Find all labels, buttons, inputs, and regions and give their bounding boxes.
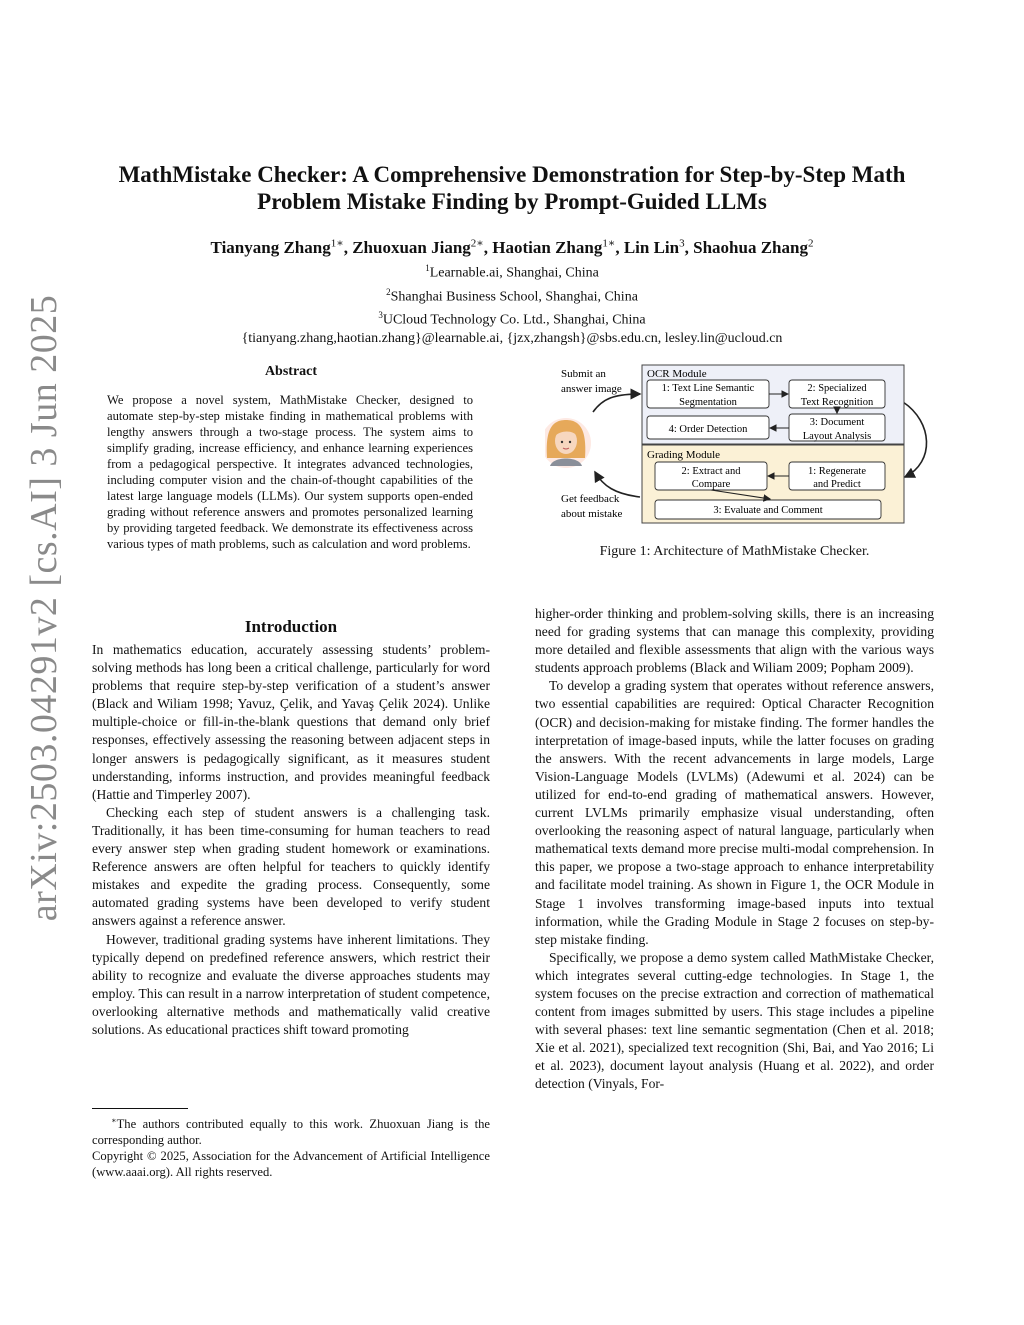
paragraph: Checking each step of student answers is a challenging task. Traditionally, it has been time-consuming for human teachers to read every answer step when grading student homework or examinations. Reference answers are often helpful for teachers to quickly identify mistakes and expedite the grading process. Consequently, some automated grading systems have been developed to verify student answers against a reference answer. — [92, 804, 490, 929]
author: Shaohua Zhang$^2$ — [693, 237, 814, 257]
author: Haotian Zhang$^{1∗}$, — [492, 237, 624, 257]
submit-label: answer image — [561, 383, 622, 395]
affiliations — [92, 259, 932, 348]
grading-step-2: Compare — [691, 479, 731, 490]
title-line-2: Problem Mistake Finding by Prompt-Guided LLMs — [257, 189, 767, 214]
architecture-figure — [545, 362, 940, 528]
left-column — [92, 641, 490, 1039]
grading-step-1: and Predict — [813, 479, 861, 490]
paragraph: higher-order thinking and problem-solving skills, there is an increasing need for grading systems that can manage this complexity, providing more detailed and flexible assessments that align with the various ways students approach problems (Black and Wiliam 2009; Popham 2009). — [535, 606, 934, 676]
submit-label: Submit an — [561, 368, 606, 380]
abstract-heading: Abstract — [264, 364, 318, 379]
affiliation: $^1$Learnable.ai, Shanghai, China — [425, 263, 599, 281]
ocr-step-2: Text Recognition — [800, 397, 874, 408]
arxiv-stamp-text: arXiv:2503.04291v2 [cs.AI] 3 Jun 2025 — [23, 294, 65, 922]
author-list — [92, 232, 932, 259]
paragraph: In mathematics education, accurately assessing students’ problem-solving methods has long been a critical challenge, particularly for word problems that require step-by-step verification of a student’s answer (Black and Wiliam 1998; Yavuz, Çelik, and Yavaş Çelik 2024). Unlike multiple-choice or fill-in-the-blank questions that demand only brief responses, effectively assessing the reasoning between adjacent steps in longer answers is pedagogically significant, as it measures student understanding, informs instruction, and provides meaningful feedback (Hattie and Timperley 2007). — [92, 642, 490, 802]
ocr-module-label: OCR Module — [647, 368, 707, 380]
ocr-step-3: Layout Analysis — [802, 431, 872, 442]
paper-title — [92, 161, 932, 215]
footnotes — [92, 1113, 490, 1180]
affiliation: $^2$Shanghai Business School, Shanghai, China — [386, 286, 638, 305]
ocr-step-1: 1: Text Line Semantic — [661, 383, 755, 394]
footnote-rule — [92, 1108, 188, 1109]
ocr-step-1: Segmentation — [679, 397, 737, 408]
copyright-notice: Copyright © 2025, Association for the Advancement of Artificial Intelligence (www.aaai.org). All rights reserved. — [92, 1149, 490, 1180]
feedback-label: about mistake — [561, 508, 623, 520]
paragraph: Specifically, we propose a demo system called MathMistake Checker, which integrates several cutting-edge technologies. In Stage 1, the system focuses on the precise extraction and correction of mathematical content from images submitted by users. This stage includes a pipeline with several phases: text line semantic segmentation (Chen et al. 2018; Xie et al. 2021), specialized text recognition (Shi, Bai, and Yao 2016; Li et al. 2023), document layout analysis (Huang et al. 2022), and order detection (Vinyals, For- — [535, 949, 934, 1092]
paragraph: However, traditional grading systems have inherent limitations. They typically depend on predefined reference answers, which restrict their ability to recognize and evaluate the diverse approaches students may employ. This can result in a narrow interpretation of student competence, overlooking alternative methods and mathematically valid creative solutions. As educational practices shift toward promoting — [92, 931, 490, 1037]
ocr-step-4: 4: Order Detection — [668, 424, 748, 435]
grading-step-1: 1: Regenerate — [807, 466, 867, 477]
affiliation: $^3$UCloud Technology Co. Ltd., Shanghai, China — [378, 310, 646, 328]
footnote: ∗The authors contributed equally to this work. Zhuoxuan Jiang is the corresponding author. — [92, 1116, 491, 1148]
author: Tianyang Zhang$^{1∗}$, — [210, 237, 353, 257]
stage-transition-arrow — [903, 402, 927, 477]
student-avatar — [545, 418, 591, 468]
grading-step-2: 2: Extract and — [681, 466, 741, 477]
abstract-text: We propose a novel system, MathMistake Checker, designed to automate step-by-step mistake finding in mathematical problems with lengthy answers through a two-stage process. The system aims to simplify grading, increase efficiency, and enhance learning experiences from a pedagogical perspective. It integrates advanced technologies, including computer vision and the chain-of-thought capabilities of the latest large language models (LLMs). Our system supports open-ended grading without reference answers and promotes personalized learning by providing targeted feedback. We demonstrate its effectiveness across various types of math problems, such as calculation and word problems. — [107, 393, 473, 551]
architecture-diagram — [545, 362, 940, 528]
submit-arrow — [593, 394, 640, 412]
author: Zhuoxuan Jiang$^{2∗}$, — [352, 237, 493, 257]
right-column — [535, 605, 934, 1094]
introduction-heading: Introduction — [244, 617, 338, 636]
title-line-1: MathMistake Checker: A Comprehensive Demonstration for Step-by-Step Math — [118, 162, 906, 187]
grading-module-label: Grading Module — [647, 449, 721, 461]
author: Lin Lin$^3$, — [623, 237, 694, 257]
feedback-label: Get feedback — [561, 493, 620, 505]
paragraph: To develop a grading system that operates without reference answers, two essential capabilities are required: Optical Character Recognition (OCR) and decision-making for mistake finding. The former handles the interpretation of image-based inputs, while the latter focuses on grading the answers. With the recent advancements in large models, Large Vision-Language Models (LVLMs) (Adewumi et al. 2024) can be utilized for end-to-end grading of mathematical answers. However, current LVLMs primarily emphasize visual understanding, often overlooking the reasoning aspect of natural language, particularly when mathematical texts demand more precise multi-modal comprehension. In this paper, we propose a two-stage approach to enhance interpretability and facilitate model training. As shown in Figure 1, the OCR Module in Stage 1 involves transforming image-based inputs into textual information, while the Grading Module in Stage 2 focuses on step-by-step mistake finding. — [535, 678, 934, 947]
ocr-step-2: 2: Specialized — [807, 383, 867, 394]
author-emails: {tianyang.zhang,haotian.zhang}@learnable.ai, {jzx,zhangsh}@sbs.edu.cn, lesley.lin@ucloud.cn — [241, 330, 783, 346]
ocr-step-3: 3: Document — [809, 417, 865, 428]
figure-caption: Figure 1: Architecture of MathMistake Checker. — [599, 544, 870, 559]
grading-step-3: 3: Evaluate and Comment — [713, 505, 823, 516]
